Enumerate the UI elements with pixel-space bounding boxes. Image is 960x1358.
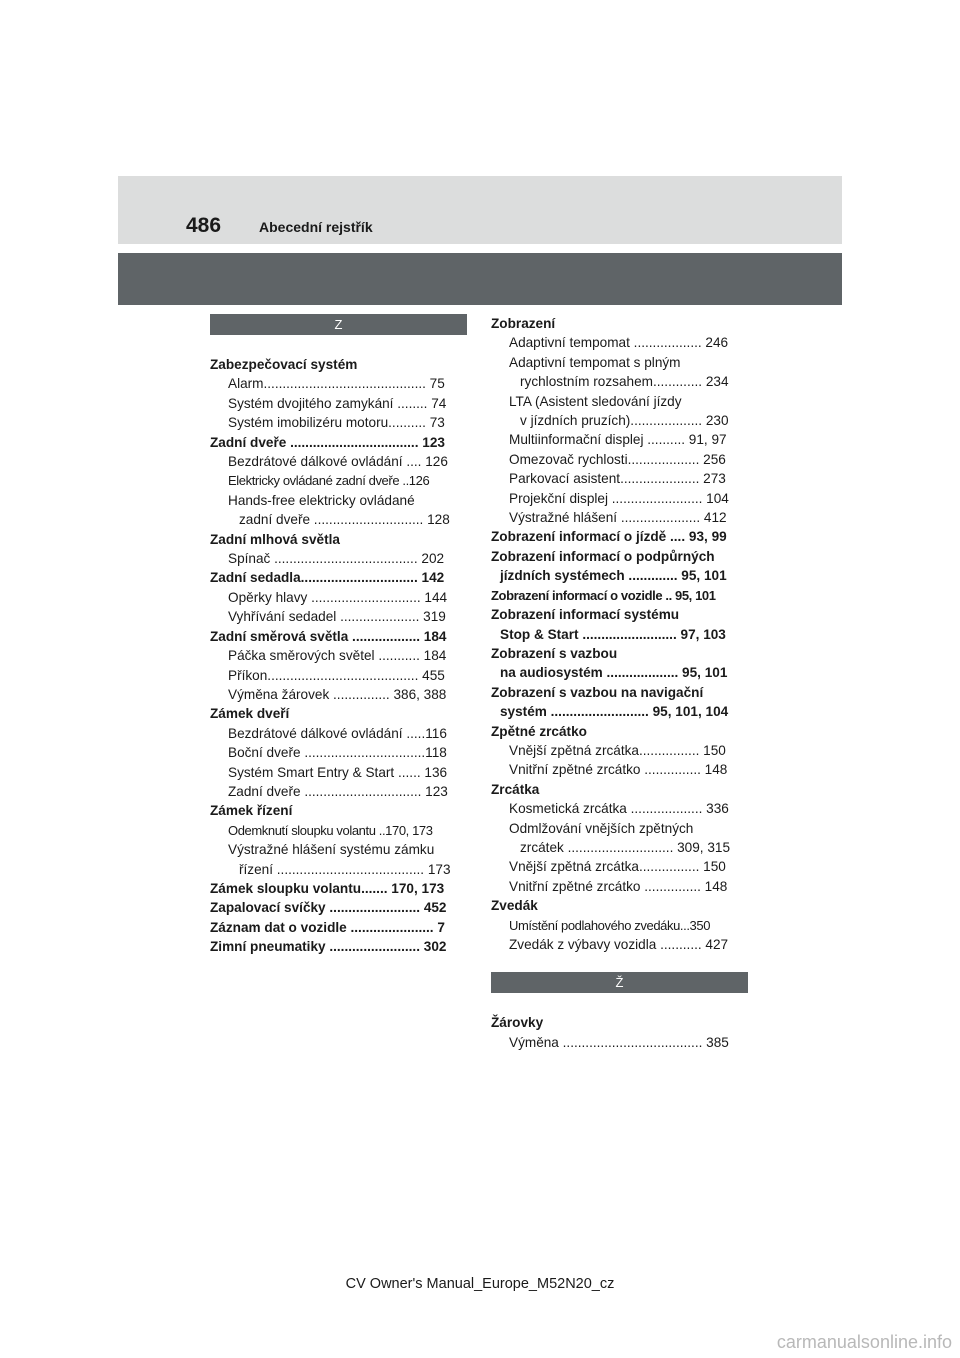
index-entry: Zvedák z výbavy vozidla ........... 427 bbox=[509, 937, 729, 952]
index-entry: Adaptivní tempomat s plným bbox=[509, 354, 681, 370]
left-entries bbox=[210, 355, 467, 957]
index-entry: Stop & Start ......................... 97, 103 bbox=[500, 626, 726, 642]
index-entry: Zapalovací svíčky ........................ 452 bbox=[210, 900, 447, 916]
index-entry: Adaptivní tempomat .................. 246 bbox=[509, 335, 729, 351]
index-entry: na audiosystém ................... 95, 101 bbox=[500, 665, 728, 681]
index-entry: Odmlžování vnějších zpětných bbox=[509, 820, 694, 836]
index-entry: LTA (Asistent sledování jízdy bbox=[509, 393, 682, 409]
index-entry: zrcátek ............................ 309, 315 bbox=[520, 839, 731, 855]
index-entry: Vnitřní zpětné zrcátko ............... 148 bbox=[509, 762, 728, 778]
index-entry: Zobrazení s vazbou na navigační bbox=[491, 684, 704, 700]
letter-heading-zh: Ž bbox=[491, 972, 748, 993]
index-entry: jízdních systémech ............. 95, 101 bbox=[500, 568, 727, 584]
index-entry: Bezdrátové dálkové ovládání .....116 bbox=[228, 725, 447, 741]
index-entry: Zvedák bbox=[491, 898, 538, 914]
index-entry: řízení ....................................... 173 bbox=[239, 861, 451, 877]
index-entry: systém .......................... 95, 101, 104 bbox=[500, 704, 729, 720]
index-entry: Příkon........................................ 455 bbox=[228, 667, 445, 683]
index-entry: zadní dveře ............................. 128 bbox=[239, 512, 450, 528]
index-entry: Zobrazení informací systému bbox=[491, 607, 680, 623]
index-entry: Zobrazení informací o podpůrných bbox=[491, 548, 715, 564]
index-entry: Zámek sloupku volantu....... 170, 173 bbox=[210, 880, 445, 896]
index-entry: Zámek dveří bbox=[210, 706, 290, 722]
index-column-right bbox=[491, 314, 748, 1052]
index-entry: Systém imobilizéru motoru.......... 73 bbox=[228, 415, 445, 431]
index-entry: Omezovač rychlosti................... 256 bbox=[509, 451, 726, 467]
index-entry: Alarm........................................... 75 bbox=[228, 376, 445, 392]
index-entry: Opěrky hlavy ............................. 144 bbox=[228, 589, 448, 605]
letter-heading-z: Z bbox=[210, 314, 467, 335]
index-entry: Zadní dveře .................................. 123 bbox=[210, 434, 445, 450]
right-entries bbox=[491, 314, 748, 954]
index-entry: Boční dveře ................................118 bbox=[228, 745, 447, 761]
index-entry: Elektricky ovládané zadní dveře ..126 bbox=[228, 473, 430, 489]
header-dark-band bbox=[118, 253, 842, 305]
index-entry: rychlostním rozsahem............. 234 bbox=[520, 374, 729, 390]
index-entry: Zrcátka bbox=[491, 781, 540, 797]
index-entry: Vyhřívání sedadel ..................... 319 bbox=[228, 609, 446, 625]
index-entry: Zobrazení bbox=[491, 316, 556, 331]
index-entry: Zpětné zrcátko bbox=[491, 723, 587, 739]
index-entry: Odemknutí sloupku volantu ..170, 173 bbox=[228, 822, 433, 838]
index-entry: Hands-free elektricky ovládané bbox=[228, 492, 415, 508]
index-entry: Páčka směrových světel ........... 184 bbox=[228, 648, 447, 664]
index-entry: Zadní dveře ............................... 123 bbox=[228, 783, 448, 799]
header-band bbox=[118, 176, 842, 244]
index-entry: Zobrazení informací o vozidle .. 95, 101 bbox=[491, 587, 716, 603]
index-entry: Výměna žárovek ............... 386, 388 bbox=[228, 686, 447, 702]
index-entry: Vnější zpětná zrcátka................ 150 bbox=[509, 742, 726, 758]
index-entry: Žárovky bbox=[491, 1015, 544, 1031]
right-entries-2 bbox=[491, 1013, 748, 1052]
index-entry: Zobrazení s vazbou bbox=[491, 645, 618, 661]
index-entry: Výměna ..................................... 385 bbox=[509, 1034, 729, 1050]
index-entry: Záznam dat o vozidle ...................... 7 bbox=[210, 919, 445, 935]
index-entry: Vnitřní zpětné zrcátko ............... 148 bbox=[509, 878, 728, 894]
index-entry: Umístění podlahového zvedáku...350 bbox=[509, 917, 711, 933]
index-entry: v jízdních pruzích)................... 230 bbox=[520, 413, 729, 429]
index-entry: Zadní sedadla............................... 142 bbox=[210, 570, 445, 586]
index-entry: Zabezpečovací systém bbox=[210, 357, 358, 372]
index-entry: Spínač ...................................... 202 bbox=[228, 551, 445, 567]
section-title: Abecední rejstřík bbox=[259, 219, 373, 235]
watermark: carmanualsonline.info bbox=[776, 1332, 952, 1352]
index-entry: Bezdrátové dálkové ovládání .... 126 bbox=[228, 454, 448, 470]
index-column-left bbox=[210, 314, 467, 957]
index-entry: Multiinformační displej .......... 91, 97 bbox=[509, 432, 727, 448]
page-number: 486 bbox=[186, 214, 222, 237]
index-entry: Výstražné hlášení systému zámku bbox=[228, 842, 435, 858]
index-entry: Kosmetická zrcátka ................... 336 bbox=[509, 801, 729, 817]
index-entry: Výstražné hlášení ..................... 412 bbox=[509, 510, 727, 526]
index-entry: Vnější zpětná zrcátka................ 150 bbox=[509, 859, 726, 875]
footer-text: CV Owner's Manual_Europe_M52N20_cz bbox=[345, 1276, 615, 1292]
index-entry: Systém Smart Entry & Start ...... 136 bbox=[228, 764, 448, 780]
index-entry: Systém dvojitého zamykání ........ 74 bbox=[228, 395, 447, 411]
index-entry: Projekční displej ........................ 104 bbox=[509, 490, 729, 506]
index-entry: Parkovací asistent..................... 273 bbox=[509, 471, 726, 487]
index-entry: Zimní pneumatiky ........................ 302 bbox=[210, 939, 447, 955]
index-entry: Zobrazení informací o jízdě .... 93, 99 bbox=[491, 529, 727, 545]
index-entry: Zadní mlhová světla bbox=[210, 531, 340, 547]
index-entry: Zadní směrová světla .................. 184 bbox=[210, 628, 447, 644]
index-entry: Zámek řízení bbox=[210, 803, 293, 819]
